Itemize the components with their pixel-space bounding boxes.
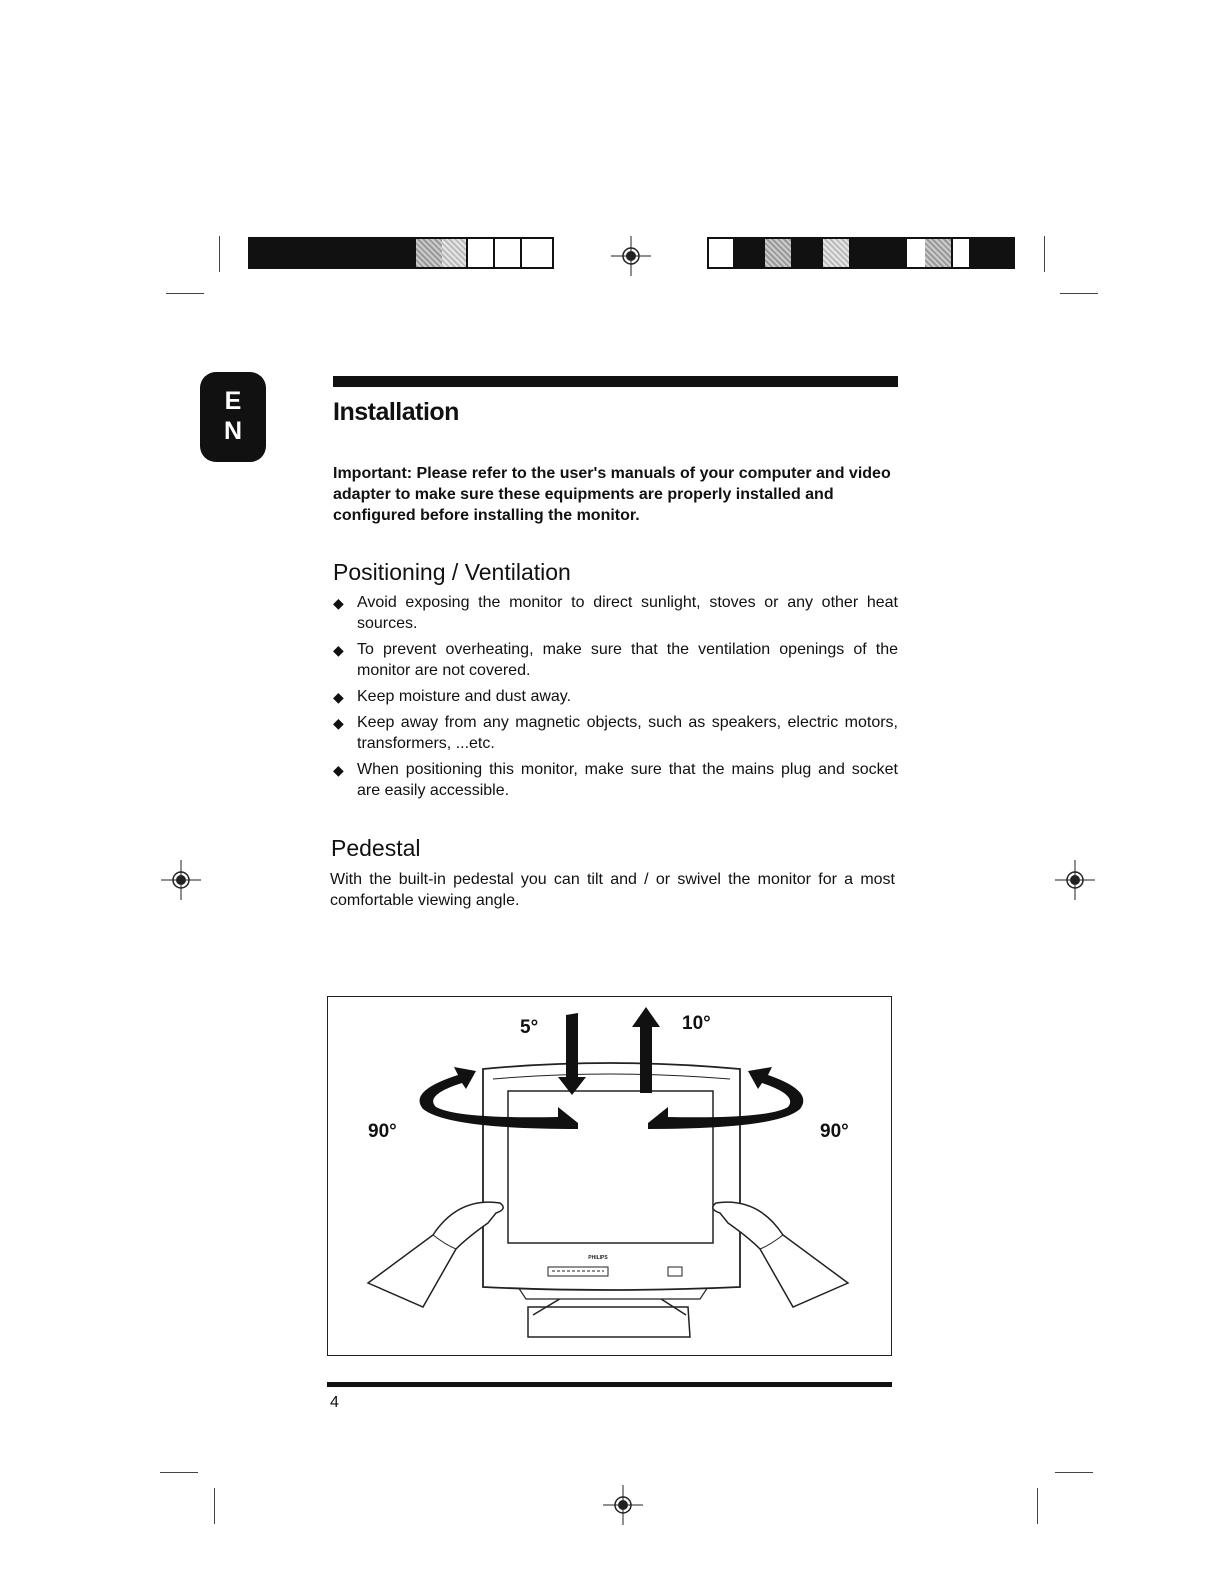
registration-mark-left-icon [161, 860, 201, 900]
crop-mark-bottom-right-h [1055, 1472, 1093, 1473]
monitor-illustration [327, 996, 892, 1356]
monitor-brand: PHILIPS [588, 1255, 608, 1261]
list-item: ◆ Keep moisture and dust away. [333, 686, 898, 707]
section-top-rule [333, 376, 898, 387]
registration-mark-top-icon [611, 236, 651, 276]
language-tab [200, 372, 266, 462]
page-number: 4 [330, 1394, 339, 1411]
color-bar-left [248, 237, 554, 269]
bullet-diamond-icon: ◆ [333, 715, 344, 731]
bullet-diamond-icon: ◆ [333, 642, 344, 658]
tilt-up-label: 10° [682, 1013, 711, 1034]
pedestal-text: With the built-in pedestal you can tilt and / or swivel the monitor for a most comfortable viewing angle. [330, 871, 895, 909]
crop-mark-top-right-h [1060, 293, 1098, 294]
bullet-diamond-icon: ◆ [333, 762, 344, 778]
positioning-list [333, 592, 898, 806]
crop-mark-top-left [219, 236, 220, 272]
bullet-diamond-icon: ◆ [333, 689, 344, 705]
swivel-left-label: 90° [368, 1121, 397, 1142]
crop-mark-bottom-right [1037, 1488, 1038, 1524]
positioning-heading: Positioning / Ventilation [333, 559, 571, 585]
crop-mark-top-right [1044, 236, 1045, 272]
crop-mark-top-left-h [166, 293, 204, 294]
important-note: Important: Please refer to the user's manuals of your computer and video adapter to make sure these equipments are properly installed and configured before installing the monitor. [333, 465, 891, 524]
crop-mark-bottom-left-h [160, 1472, 198, 1473]
pedestal-heading: Pedestal [331, 835, 421, 861]
list-item: ◆ To prevent overheating, make sure that the ventilation openings of the monitor are not covered. [333, 641, 898, 679]
list-item: ◆ Keep away from any magnetic objects, such as speakers, electric motors, transformers, ...etc. [333, 714, 898, 752]
tilt-down-label: 5° [520, 1017, 539, 1038]
crop-mark-bottom-left [214, 1488, 215, 1524]
language-tab-line2: N [223, 417, 243, 445]
list-item: ◆ When positioning this monitor, make sure that the mains plug and socket are easily accessible. [333, 761, 898, 799]
swivel-right-label: 90° [820, 1121, 849, 1142]
list-item: ◆ Avoid exposing the monitor to direct sunlight, stoves or any other heat sources. [333, 594, 898, 632]
registration-mark-right-icon [1055, 860, 1095, 900]
color-bar-right [707, 237, 1015, 269]
language-tab-line1: E [224, 387, 242, 415]
monitor-tilt-swivel-drawing [328, 997, 893, 1357]
registration-mark-bottom-icon [603, 1485, 643, 1525]
bullet-diamond-icon: ◆ [333, 595, 344, 611]
bottom-rule [327, 1382, 892, 1387]
page-title: Installation [333, 398, 459, 426]
